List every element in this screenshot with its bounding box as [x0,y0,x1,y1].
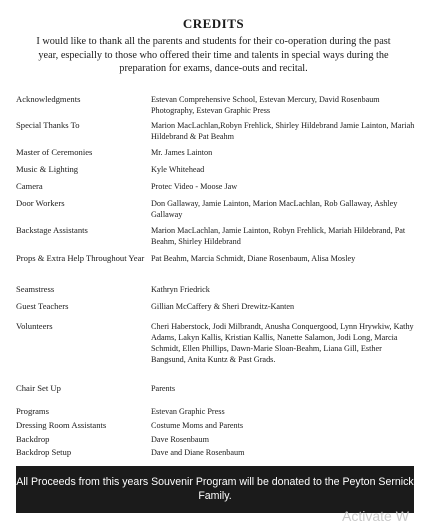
credit-role: Music & Lighting [16,164,79,174]
credit-role: Guest Teachers [16,301,69,311]
credit-role: Dressing Room Assistants [16,420,107,430]
credit-role: Acknowledgments [16,94,81,104]
credit-names: Mr. James Lainton [151,148,213,157]
activation-watermark: Activate W [342,508,409,524]
credit-names: Marion MacLachlan,Robyn Frehlick, Shirley Hildebrand Jamie Lainton, Mariah Hildebrand & Pat Beahm [151,121,415,141]
credit-names: Pat Beahm, Marcia Schmidt, Diane Rosenbaum, Alisa Mosley [151,254,356,263]
credit-role: Props & Extra Help Throughout Year [16,253,145,263]
credit-role: Camera [16,181,43,191]
credit-names: Parents [151,384,176,393]
credit-names: Estevan Graphic Press [151,407,225,416]
credit-role: Special Thanks To [16,120,80,130]
credit-names: Don Gallaway, Jamie Lainton, Marion MacLachlan, Rob Gallaway, Ashley Gallaway [151,199,398,219]
credit-role: Master of Ceremonies [16,147,93,157]
credit-role: Backdrop Setup [16,447,72,457]
credit-role: Backdrop [16,434,50,444]
donation-banner: All Proceeds from this years Souvenir Program will be donated to the Peyton Sernick Family. [16,466,414,513]
credit-names: Estevan Comprehensive School, Estevan Mercury, David Rosenbaum Photography, Estevan Graphic Press [151,95,380,115]
credit-names: Dave and Diane Rosenbaum [151,448,245,457]
credit-names: Gillian McCaffery & Sheri Drewitz-Kanten [151,302,295,311]
credit-names: Kathryn Friedrick [151,285,210,294]
credit-role: Programs [16,406,49,416]
credit-names: Cheri Haberstock, Jodi Milbrandt, Anusha Conquergood, Lynn Hrywkiw, Kathy Adams, Lakyn Kallis, Kristian Kallis, Nanette Salamon, Jodi Long, Marcia Schmidt, Ellen Phillips, Dawn-Marie Sloan-Beahm, Liana Gill, Esther Bangsund, Anita Kuntz & Past Grads. [151,322,414,364]
credit-role: Volunteers [16,321,53,331]
page-title: CREDITS [182,16,245,31]
credit-role: Seamstress [16,284,55,294]
credit-role: Door Workers [16,198,65,208]
credit-role: Backstage Assistants [16,225,88,235]
credit-role: Chair Set Up [16,383,61,393]
credit-names: Marion MacLachlan, Jamie Lainton, Robyn Frehlick, Mariah Hildebrand, Pat Beahm, Shirley Hildebrand [151,226,406,246]
credit-names: Protec Video - Moose Jaw [151,182,238,191]
credit-names: Kyle Whitehead [151,165,205,174]
credit-names: Dave Rosenbaum [151,435,209,444]
intro-paragraph: I would like to thank all the parents and students for their co-operation during the past year, especially to those who offered their time and talents in special ways during the preparation for exams, dance-outs and recital. [36,36,391,74]
credit-names: Costume Moms and Parents [151,421,244,430]
